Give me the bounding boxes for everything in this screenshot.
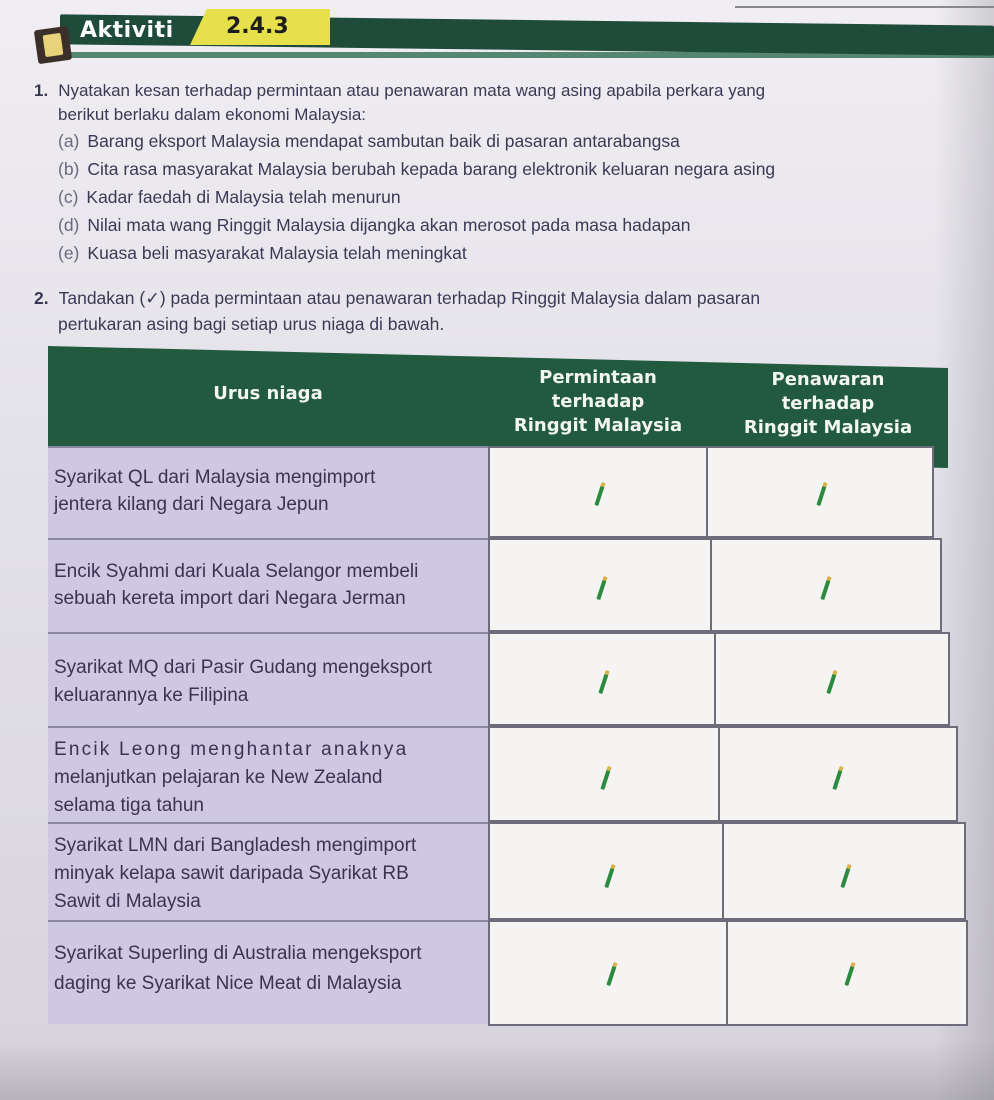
- supply-checkbox[interactable]: [714, 632, 950, 726]
- header-line: terhadap: [781, 393, 875, 414]
- pencil-icon: [844, 962, 855, 986]
- header-urus-niaga: Urus niaga: [213, 383, 323, 404]
- table-row: [48, 920, 968, 1024]
- transaction-cell: [48, 632, 488, 726]
- activity-label: Aktiviti: [80, 18, 174, 43]
- transaction-cell: [48, 538, 488, 632]
- transaction-text: Sawit di Malaysia: [54, 891, 201, 912]
- header-penawaran: [718, 368, 938, 440]
- transaction-table: [48, 346, 968, 1026]
- item-letter: (d): [58, 215, 80, 235]
- question-2-text-1: Tandakan (✓) pada permintaan atau penawaran terhadap Ringgit Malaysia dalam pasaran: [58, 288, 761, 308]
- question-1-item-d: [58, 215, 691, 236]
- transaction-text: Encik Leong menghantar anaknya: [54, 739, 409, 760]
- table-row: [48, 822, 968, 920]
- transaction-text: Syarikat Superling di Australia mengeksport: [54, 943, 422, 964]
- item-letter: (a): [58, 131, 80, 151]
- pencil-icon: [594, 482, 605, 506]
- pencil-icon: [596, 576, 607, 600]
- supply-checkbox[interactable]: [710, 538, 942, 632]
- activity-number: 2.4.3: [226, 14, 289, 39]
- supply-checkbox[interactable]: [726, 920, 968, 1026]
- pencil-icon: [820, 576, 831, 600]
- supply-checkbox[interactable]: [722, 822, 966, 920]
- pencil-icon: [606, 962, 617, 986]
- question-1-number: 1.: [34, 81, 49, 100]
- transaction-text: Syarikat MQ dari Pasir Gudang mengeksport: [54, 657, 433, 678]
- table-row: [48, 446, 968, 538]
- item-text: Nilai mata wang Ringgit Malaysia dijangka akan merosot pada masa hadapan: [87, 215, 691, 235]
- header-line: Penawaran: [771, 369, 885, 390]
- question-1-item-c: [58, 187, 401, 208]
- supply-checkbox[interactable]: [706, 446, 934, 538]
- item-text: Cita rasa masyarakat Malaysia berubah kepada barang elektronik keluaran negara asing: [87, 159, 776, 179]
- transaction-text: sebuah kereta import dari Negara Jerman: [54, 588, 406, 609]
- question-1-line-1: [34, 80, 765, 102]
- activity-icon: [34, 26, 72, 64]
- top-rule: [735, 6, 994, 8]
- header-permintaan: [498, 366, 698, 438]
- transaction-cell: [48, 446, 488, 538]
- pencil-icon: [840, 864, 851, 888]
- transaction-text: Syarikat LMN dari Bangladesh mengimport: [54, 835, 417, 856]
- table-row: [48, 538, 968, 632]
- demand-checkbox[interactable]: [488, 726, 720, 822]
- demand-checkbox[interactable]: [488, 538, 712, 632]
- item-letter: (b): [58, 159, 80, 179]
- question-1-text-1: Nyatakan kesan terhadap permintaan atau penawaran mata wang asing apabila perkara yang: [58, 81, 766, 100]
- transaction-text: melanjutkan pelajaran ke New Zealand: [54, 767, 383, 788]
- item-letter: (c): [58, 187, 79, 207]
- transaction-text: daging ke Syarikat Nice Meat di Malaysia: [54, 973, 402, 994]
- pencil-icon: [598, 670, 609, 694]
- header-line: Permintaan: [539, 367, 657, 388]
- question-2-line-2: pertukaran asing bagi setiap urus niaga di bawah.: [58, 314, 445, 334]
- demand-checkbox[interactable]: [488, 920, 728, 1026]
- header-line: terhadap: [551, 391, 645, 412]
- item-text: Barang eksport Malaysia mendapat sambutan baik di pasaran antarabangsa: [87, 131, 680, 151]
- question-1-item-e: [58, 243, 467, 264]
- pencil-icon: [832, 766, 843, 790]
- pencil-icon: [826, 670, 837, 694]
- pencil-icon: [604, 864, 615, 888]
- question-2-line-1: [34, 287, 760, 309]
- transaction-text: minyak kelapa sawit daripada Syarikat RB: [54, 863, 409, 884]
- table-body: [48, 446, 968, 1026]
- question-1-item-a: [58, 131, 680, 152]
- table-row: [48, 632, 968, 726]
- transaction-text: keluarannya ke Filipina: [54, 685, 249, 706]
- transaction-cell: [48, 726, 488, 822]
- item-text: Kadar faedah di Malaysia telah menurun: [86, 187, 401, 207]
- transaction-text: jentera kilang dari Negara Jepun: [54, 494, 329, 515]
- transaction-text: Encik Syahmi dari Kuala Selangor membeli: [54, 561, 419, 582]
- header-line: Ringgit Malaysia: [743, 417, 913, 438]
- item-letter: (e): [58, 243, 80, 263]
- demand-checkbox[interactable]: [488, 446, 708, 538]
- transaction-cell: [48, 822, 488, 920]
- question-1-item-b: [58, 159, 775, 180]
- supply-checkbox[interactable]: [718, 726, 958, 822]
- header-line: Ringgit Malaysia: [513, 415, 683, 436]
- question-1-line-2: berikut berlaku dalam ekonomi Malaysia:: [58, 105, 367, 124]
- demand-checkbox[interactable]: [488, 632, 716, 726]
- table-row: [48, 726, 968, 822]
- pencil-icon: [816, 482, 827, 506]
- transaction-text: selama tiga tahun: [54, 795, 204, 816]
- question-2-number: 2.: [34, 288, 49, 308]
- item-text: Kuasa beli masyarakat Malaysia telah meningkat: [87, 243, 467, 263]
- bottom-shadow: [0, 1040, 994, 1100]
- demand-checkbox[interactable]: [488, 822, 724, 920]
- pencil-icon: [600, 766, 611, 790]
- transaction-text: Syarikat QL dari Malaysia mengimport: [54, 467, 376, 488]
- transaction-cell: [48, 920, 488, 1024]
